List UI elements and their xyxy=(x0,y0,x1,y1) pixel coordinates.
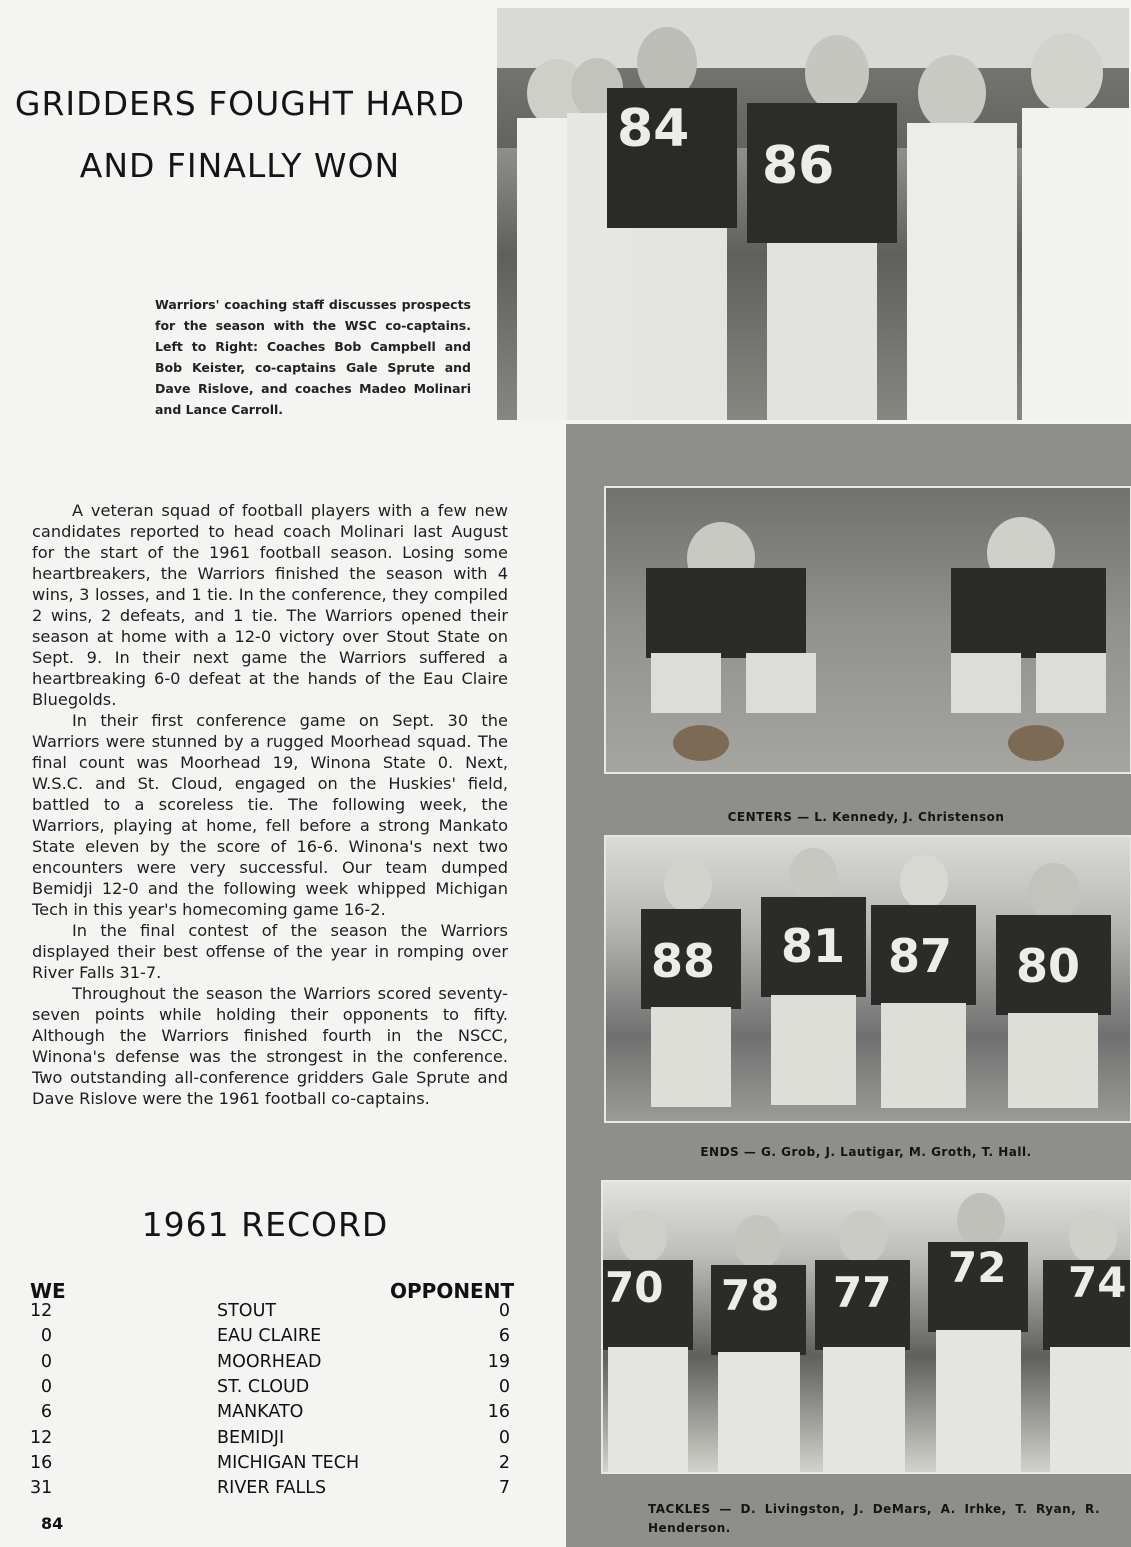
record-title: 1961 RECORD xyxy=(141,1205,389,1244)
article-body xyxy=(32,500,508,1109)
record-row xyxy=(30,1326,510,1351)
record-opponent-name: RIVER FALLS xyxy=(217,1478,327,1498)
record-row xyxy=(30,1301,510,1326)
coaches-photo xyxy=(497,8,1129,420)
tackles-jersey-74: 74 xyxy=(1068,1258,1127,1307)
page-title-line2: AND FINALLY WON xyxy=(79,146,401,185)
record-opponent-name: BEMIDJI xyxy=(217,1428,285,1448)
record-opponent-score: 2 xyxy=(498,1453,510,1473)
record-we-score: 0 xyxy=(40,1326,52,1346)
record-row xyxy=(30,1402,510,1427)
centers-photo xyxy=(604,486,1131,774)
record-opponent-score: 6 xyxy=(498,1326,510,1346)
ends-jersey-81: 81 xyxy=(781,919,846,973)
page-number: 84 xyxy=(41,1514,64,1533)
article-paragraph: In their first conference game on Sept. 30 the Warriors were stunned by a rugged Moorhead squad. The final count was Moorhead 19, Winona State 0. Next, W.S.C. and St. Cloud, engaged on the Huskies' field, battled to a scoreless tie. The following week, the Warriors, playing at home, fell before a strong Mankato State eleven by the score of 16-6. Winona's next two encounters were very successful. Our team dumped Bemidji 12-0 and the following week whipped Michigan Tech in this year's homecoming game 16-2. xyxy=(32,711,508,919)
tackles-jersey-78: 78 xyxy=(721,1271,780,1320)
record-we-score: 0 xyxy=(40,1352,52,1372)
record-opponent-score: 0 xyxy=(498,1301,510,1321)
ends-jersey-80: 80 xyxy=(1016,939,1081,993)
record-opponent-name: STOUT xyxy=(217,1301,277,1321)
record-opponent-score: 7 xyxy=(498,1478,510,1498)
record-opponent-name: ST. CLOUD xyxy=(217,1377,310,1397)
record-we-score: 31 xyxy=(30,1478,53,1498)
record-row xyxy=(30,1377,510,1402)
ends-jersey-87: 87 xyxy=(888,929,953,983)
tackles-caption: TACKLES — D. Livingston, J. DeMars, A. Irhke, T. Ryan, R. Henderson. xyxy=(648,1502,1100,1535)
record-opponent-name: MANKATO xyxy=(217,1402,304,1422)
record-opponent-score: 19 xyxy=(487,1352,510,1372)
article-paragraph: Throughout the season the Warriors scored seventy-seven points while holding their opponents to fifty. Although the Warriors finished fourth in the NSCC, Winona's defense was the strongest in the conference. Two outstanding all-conference gridders Gale Sprute and Dave Rislove were the 1961 football co-captains. xyxy=(32,984,508,1108)
page-title-line1: GRIDDERS FOUGHT HARD xyxy=(14,84,466,123)
article-paragraph: In the final contest of the season the Warriors displayed their best offense of the year in romping over River Falls 31-7. xyxy=(32,921,508,982)
record-we-score: 12 xyxy=(30,1428,53,1448)
record-row xyxy=(30,1453,510,1478)
record-opponent-score: 16 xyxy=(487,1402,510,1422)
record-opponent-score: 0 xyxy=(498,1428,510,1448)
ends-photo xyxy=(604,835,1131,1123)
article-paragraph: A veteran squad of football players with a few new candidates reported to head coach Molinari last August for the start of the 1961 football season. Losing some heartbreakers, the Warriors finished the season with 4 wins, 3 losses, and 1 tie. In the conference, they compiled 2 wins, 2 defeats, and 1 tie. The Warriors opened their season at home with a 12-0 victory over Stout State on Sept. 9. In their next game the Warriors suffered a heartbreaking 6-0 defeat at the hands of the Eau Claire Bluegolds. xyxy=(32,501,508,709)
tackles-jersey-72: 72 xyxy=(948,1243,1007,1292)
record-we-header: WE xyxy=(30,1279,66,1303)
record-row xyxy=(30,1352,510,1377)
record-row xyxy=(30,1428,510,1453)
record-opponent-header: OPPONENT xyxy=(390,1279,515,1303)
ends-jersey-88: 88 xyxy=(651,934,716,988)
record-row xyxy=(30,1478,510,1503)
record-we-score: 6 xyxy=(40,1402,52,1422)
coaches-photo-caption: Warriors' coaching staff discusses prospects for the season with the WSC co-captains. Left to Right: Coaches Bob Campbell and Bob Keister, co-captains Gale Sprute and Dave Rislove, and coaches Madeo Molinari and Lance Carroll. xyxy=(155,297,471,417)
ends-caption: ENDS — G. Grob, J. Lautigar, M. Groth, T. Hall. xyxy=(700,1145,1032,1159)
coaches-jersey-84: 84 xyxy=(617,99,690,159)
record-opponent-name: MOORHEAD xyxy=(217,1352,322,1372)
tackles-photo xyxy=(601,1180,1131,1474)
record-opponent-name: MICHIGAN TECH xyxy=(217,1453,360,1473)
tackles-jersey-77: 77 xyxy=(833,1268,892,1317)
record-we-score: 12 xyxy=(30,1301,53,1321)
tackles-jersey-70: 70 xyxy=(605,1263,664,1312)
record-we-score: 0 xyxy=(40,1377,52,1397)
coaches-jersey-86: 86 xyxy=(762,136,835,196)
record-we-score: 16 xyxy=(30,1453,53,1473)
centers-caption: CENTERS — L. Kennedy, J. Christenson xyxy=(727,810,1005,824)
record-opponent-score: 0 xyxy=(498,1377,510,1397)
record-opponent-name: EAU CLAIRE xyxy=(217,1326,322,1346)
